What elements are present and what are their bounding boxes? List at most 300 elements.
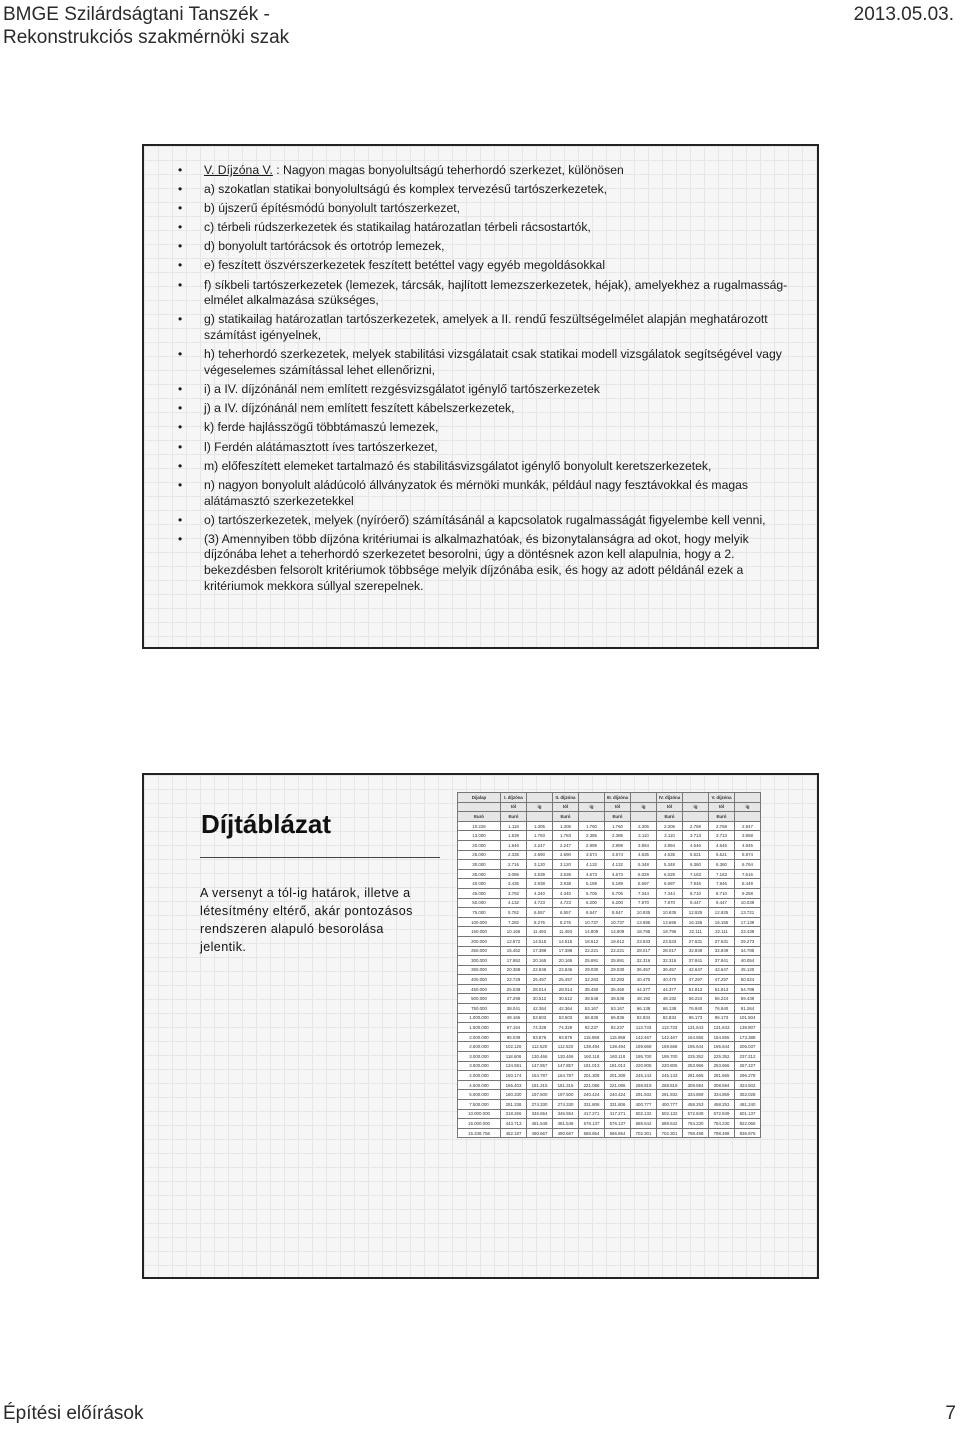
table-row — [458, 821, 761, 831]
table-cell: 130.466 — [527, 1052, 553, 1062]
table-cell: 572.849 — [709, 1109, 735, 1119]
table-cell: 75.000 — [458, 908, 501, 918]
table-row — [458, 908, 761, 918]
table-cell: 42.647 — [709, 965, 735, 975]
table-cell: 7.344 — [657, 888, 683, 898]
table-cell: 281.665 — [683, 1071, 709, 1081]
table-cell: 53.167 — [605, 1004, 631, 1014]
table-cell: 195.644 — [709, 1042, 735, 1052]
table-cell: 5.189 — [579, 879, 605, 889]
table-cell: 32.316 — [631, 956, 657, 966]
table-cell: 17.388 — [553, 946, 579, 956]
table-row — [458, 917, 761, 927]
table-cell: 2.306 — [657, 821, 683, 831]
table-cell: 4.673 — [579, 869, 605, 879]
table-cell: 22.221 — [605, 946, 631, 956]
table-cell: 48.192 — [631, 994, 657, 1004]
table-cell: 20.165 — [553, 956, 579, 966]
table-cell: Euró — [709, 812, 735, 822]
table-cell: 3.120 — [527, 860, 553, 870]
table-cell: 10.737 — [579, 917, 605, 927]
table-cell: 400.777 — [631, 1100, 657, 1110]
table-row — [458, 927, 761, 937]
table-cell: 181.013 — [605, 1061, 631, 1071]
table-cell: 53.503 — [527, 1013, 553, 1023]
table-cell: 5.189 — [605, 879, 631, 889]
table-cell: 47.297 — [709, 975, 735, 985]
table-cell: 147.857 — [527, 1061, 553, 1071]
table-cell — [579, 812, 605, 822]
table-cell: 131.643 — [683, 1023, 709, 1033]
table-cell: 324.502 — [735, 1080, 761, 1090]
table-cell: 3.792 — [501, 888, 527, 898]
table-cell: 28.017 — [657, 946, 683, 956]
footer-title: Építési előírások — [3, 1403, 144, 1424]
table-cell: 2.335 — [501, 850, 527, 860]
table-cell: 35.000 — [458, 869, 501, 879]
table-cell: 181.315 — [527, 1080, 553, 1090]
table-cell: 66.138 — [631, 1004, 657, 1014]
table-cell: 28.014 — [527, 984, 553, 994]
table-cell: 29.030 — [579, 965, 605, 975]
table-cell: 5.348 — [631, 860, 657, 870]
table-cell: 23.533 — [657, 936, 683, 946]
list-item: • j) a IV. díjzónánál nem említett feszített kábelszerkezetek, — [204, 401, 794, 417]
table-cell: 308.594 — [709, 1080, 735, 1090]
table-cell: 197.500 — [553, 1090, 579, 1100]
table-cell: 40.470 — [657, 975, 683, 985]
page-header — [0, 0, 960, 50]
table-cell: 48.166 — [501, 1013, 527, 1023]
table-cell: 25.457 — [527, 975, 553, 985]
table-cell: 308.594 — [683, 1080, 709, 1090]
table-cell: 3.713 — [683, 831, 709, 841]
table-cell — [683, 793, 709, 803]
table-cell: 502.132 — [631, 1109, 657, 1119]
table-cell: 689.642 — [657, 1119, 683, 1129]
table-cell: 10.166 — [501, 927, 527, 937]
table-cell: 164.555 — [683, 1032, 709, 1042]
table-cell: 458.253 — [709, 1100, 735, 1110]
table-cell: 2.247 — [553, 840, 579, 850]
table-cell: 6.029 — [631, 869, 657, 879]
table-cell: 37.841 — [709, 956, 735, 966]
table-cell: ig — [735, 802, 761, 812]
table-cell: 22.846 — [527, 965, 553, 975]
header-date: 2013.05.03. — [853, 4, 954, 25]
table-cell: 6.764 — [735, 860, 761, 870]
table-cell: 481.240 — [735, 1100, 761, 1110]
table-cell: 4.646 — [709, 840, 735, 850]
table-cell: 3.958 — [735, 831, 761, 841]
table-cell: 576.137 — [579, 1119, 605, 1129]
table-cell: 44.377 — [631, 984, 657, 994]
table-cell: 150.174 — [501, 1071, 527, 1081]
table-cell: 12.872 — [501, 936, 527, 946]
table-cell: 112.520 — [553, 1042, 579, 1052]
table-cell: 76.940 — [709, 1004, 735, 1014]
table-cell: 6.697 — [631, 879, 657, 889]
table-cell: 4.673 — [605, 869, 631, 879]
table-cell — [735, 812, 761, 822]
table-cell: 5.762 — [501, 908, 527, 918]
table-cell: 200.000 — [458, 936, 501, 946]
table-cell: tól — [657, 802, 683, 812]
table-cell: tól — [605, 802, 631, 812]
table-cell: 25.691 — [579, 956, 605, 966]
table-cell: 54.789 — [735, 984, 761, 994]
table-cell: 181.315 — [553, 1080, 579, 1090]
table-cell: 25.038 — [501, 984, 527, 994]
table-cell: 38.041 — [501, 1004, 527, 1014]
table-cell: 40.470 — [631, 975, 657, 985]
table-cell: 29.030 — [605, 965, 631, 975]
table-cell: ig — [579, 802, 605, 812]
list-item: • c) térbeli rúdszerkezetek és statikailag határozatlan térbeli rácsostartók, — [204, 220, 794, 236]
table-cell: 7.344 — [631, 888, 657, 898]
table-cell: 2.000.000 — [458, 1032, 501, 1042]
table-cell: 53.167 — [579, 1004, 605, 1014]
table-cell: 334.859 — [683, 1090, 709, 1100]
table-row — [458, 984, 761, 994]
table-cell: 7.970 — [657, 898, 683, 908]
table-cell: 2.690 — [527, 850, 553, 860]
table-row — [458, 1109, 761, 1119]
table-cell: 1.000.000 — [458, 1013, 501, 1023]
table-cell: 130.466 — [553, 1052, 579, 1062]
table-cell: 164.787 — [527, 1071, 553, 1081]
table-cell: 12.925 — [683, 908, 709, 918]
table-cell: 40.000 — [458, 879, 501, 889]
table-cell: 169.668 — [657, 1042, 683, 1052]
table-cell: 25.691 — [605, 956, 631, 966]
table-cell — [735, 793, 761, 803]
table-cell: 2.947 — [735, 821, 761, 831]
table-cell: 30.512 — [527, 994, 553, 1004]
table-cell: 101.504 — [735, 1013, 761, 1023]
slide-dijtablazat — [142, 773, 819, 1279]
table-cell: 481.549 — [527, 1119, 553, 1129]
table-cell: ig — [527, 802, 553, 812]
table-cell: 586.864 — [579, 1128, 605, 1138]
table-cell: 6.360 — [709, 860, 735, 870]
table-cell: 160.118 — [605, 1052, 631, 1062]
table-cell: V. díjzóna — [709, 793, 735, 803]
table-cell: 22.846 — [553, 965, 579, 975]
table-cell: 164.555 — [709, 1032, 735, 1042]
table-cell: 32.283 — [579, 975, 605, 985]
table-cell: 2.385 — [579, 831, 605, 841]
table-cell: 6.200 — [579, 898, 605, 908]
intro-text: : Nagyon magas bonyolultságú teherhordó szerkezet, különösen — [272, 163, 624, 177]
table-cell: 85.039 — [501, 1032, 527, 1042]
table-row — [458, 879, 761, 889]
table-cell: 7.292 — [501, 917, 527, 927]
table-cell: 5.705 — [579, 888, 605, 898]
table-cell: 53.503 — [553, 1013, 579, 1023]
table-cell: 220.805 — [631, 1061, 657, 1071]
table-cell: 4.132 — [605, 860, 631, 870]
table-cell: 318.266 — [501, 1109, 527, 1119]
table-cell: 237.212 — [735, 1052, 761, 1062]
table-cell — [458, 802, 501, 812]
table-cell: 7.616 — [735, 869, 761, 879]
table-cell: 45.000 — [458, 888, 501, 898]
table-cell: 4.000.000 — [458, 1071, 501, 1081]
table-cell: 165.403 — [501, 1080, 527, 1090]
table-cell: 93.876 — [553, 1032, 579, 1042]
table-cell: 47.297 — [683, 975, 709, 985]
table-cell: 3.086 — [501, 869, 527, 879]
table-cell: 23.533 — [631, 936, 657, 946]
table-cell — [631, 793, 657, 803]
table-cell: 14.809 — [579, 927, 605, 937]
table-cell: 2.716 — [501, 860, 527, 870]
table-cell: 10.000.000 — [458, 1109, 501, 1119]
dijzona-link[interactable]: V. Díjzóna V. — [204, 163, 273, 177]
table-row — [458, 869, 761, 879]
list-item: • n) nagyon bonyolult aládúcoló állványzatok és mérnöki munkák, például nagy fesztávokkal és magas alátámasztó szerkezetekkel — [204, 478, 794, 510]
table-cell: 30.512 — [553, 994, 579, 1004]
table-cell: 27.631 — [709, 936, 735, 946]
table-row — [458, 831, 761, 841]
table-cell: 6.557 — [553, 908, 579, 918]
list-item: • d) bonyolult tartórácsok és ortotróp lemezek, — [204, 239, 794, 255]
table-cell: 66.138 — [657, 1004, 683, 1014]
table-cell: 502.132 — [657, 1109, 683, 1119]
table-cell: 25.000 — [458, 850, 501, 860]
table-cell: 417.271 — [605, 1109, 631, 1119]
table-cell: 113.733 — [657, 1023, 683, 1033]
table-cell: 18.612 — [579, 936, 605, 946]
table-cell: 147.857 — [553, 1061, 579, 1071]
table-cell: 74.329 — [553, 1023, 579, 1033]
table-cell: 16.155 — [709, 917, 735, 927]
table-cell: 20.368 — [501, 965, 527, 975]
table-cell: 822.066 — [735, 1119, 761, 1129]
table-cell: 206.037 — [735, 1042, 761, 1052]
table-cell: 118.606 — [501, 1052, 527, 1062]
table-cell: 481.549 — [553, 1119, 579, 1129]
table-cell: 7.163 — [683, 869, 709, 879]
table-cell: 3.500.000 — [458, 1061, 501, 1071]
table-cell: tól — [709, 802, 735, 812]
slide-description: A versenyt a tól-ig határok, illetve a létesítmény eltérő, akár pontozásos rendszeren alapuló besorolása jelentik. — [200, 886, 413, 954]
table-cell: 4.132 — [579, 860, 605, 870]
table-cell: 3.713 — [709, 831, 735, 841]
table-cell: 8.710 — [683, 888, 709, 898]
table-cell: 17.139 — [735, 917, 761, 927]
table-cell: 201.308 — [579, 1071, 605, 1081]
table-cell: 6.200 — [605, 898, 631, 908]
slide-title: Díjtáblázat — [201, 809, 332, 839]
table-cell: 180.330 — [501, 1090, 527, 1100]
table-cell: 37.841 — [683, 956, 709, 966]
table-cell: 784.230 — [709, 1119, 735, 1129]
table-cell: Euró — [501, 812, 527, 822]
table-cell: 2.999 — [605, 840, 631, 850]
table-cell — [579, 793, 605, 803]
table-cell: IV. díjzóna — [657, 793, 683, 803]
table-cell: 586.864 — [605, 1128, 631, 1138]
table-cell: 443.713 — [501, 1119, 527, 1129]
header-title — [3, 3, 289, 49]
table-cell: 42.364 — [527, 1004, 553, 1014]
table-cell: 220.805 — [657, 1061, 683, 1071]
table-cell: 274.330 — [527, 1100, 553, 1110]
table-cell: 10.935 — [631, 908, 657, 918]
table-row — [458, 1052, 761, 1062]
table-cell: 500.000 — [458, 994, 501, 1004]
table-cell: 250.000 — [458, 946, 501, 956]
table-row — [458, 888, 761, 898]
table-cell: 35.450 — [605, 984, 631, 994]
table-cell: 5.705 — [605, 888, 631, 898]
table-cell: 27.298 — [501, 994, 527, 1004]
table-cell: 3.894 — [631, 840, 657, 850]
table-cell: 8.276 — [527, 917, 553, 927]
table-cell: 1.783 — [527, 831, 553, 841]
table-cell: 42.647 — [683, 965, 709, 975]
table-cell: 268.819 — [657, 1080, 683, 1090]
table-cell: 3.574 — [605, 850, 631, 860]
table-cell: 76.940 — [683, 1004, 709, 1014]
table-cell: 29.273 — [735, 936, 761, 946]
table-cell: 81.264 — [735, 1004, 761, 1014]
list-item: • m) előfeszített elemeket tartalmazó és stabilitásvizsgálatot igénylő bonyolult keretszerkezetek, — [204, 459, 794, 475]
table-cell: 8.449 — [735, 879, 761, 889]
table-cell: 346.554 — [553, 1109, 579, 1119]
table-cell: 3.000.000 — [458, 1052, 501, 1062]
table-cell: 7.500.000 — [458, 1100, 501, 1110]
table-cell: 16.155 — [683, 917, 709, 927]
table-cell: 1.760 — [579, 821, 605, 831]
table-cell: 8.547 — [579, 908, 605, 918]
table-cell: 3.539 — [553, 869, 579, 879]
list-item: • f) síkbeli tartószerkezetek (lemezek, tárcsák, hajlított lemezszerkezetek, héjak), amelyekhez a rugalmasság-elmélet alkalmazása szükséges, — [204, 278, 794, 310]
table-cell: 131.643 — [709, 1023, 735, 1033]
table-cell: 6.697 — [657, 879, 683, 889]
table-cell: 142.467 — [631, 1032, 657, 1042]
table-cell: 572.849 — [683, 1109, 709, 1119]
table-cell: 225.352 — [709, 1052, 735, 1062]
list-item: • i) a IV. díjzónánál nem említett rezgésvizsgálatot igénylő tartószerkezetek — [204, 382, 794, 398]
table-cell: 32.316 — [657, 956, 683, 966]
table-cell: 7.946 — [709, 879, 735, 889]
table-cell: 750.000 — [458, 1004, 501, 1014]
table-cell: 113.733 — [631, 1023, 657, 1033]
criteria-list — [204, 163, 794, 598]
table-cell: 56.224 — [709, 994, 735, 1004]
table-cell: 350.000 — [458, 965, 501, 975]
table-cell: 331.806 — [579, 1100, 605, 1110]
table-cell — [527, 793, 553, 803]
table-cell: 34.785 — [735, 946, 761, 956]
table-cell: 5.874 — [735, 850, 761, 860]
slide-dijzona-v — [142, 144, 819, 649]
table-cell: 3.110 — [657, 831, 683, 841]
table-cell: 11.493 — [553, 927, 579, 937]
table-cell: 1.760 — [605, 821, 631, 831]
table-cell: 92.237 — [579, 1023, 605, 1033]
table-row — [458, 840, 761, 850]
table-cell: 331.806 — [605, 1100, 631, 1110]
table-cell: 702.301 — [631, 1128, 657, 1138]
header-line-2: Rekonstrukciós szakmérnöki szak — [3, 27, 290, 48]
table-cell: 1.500.000 — [458, 1023, 501, 1033]
table-cell: 82.834 — [657, 1013, 683, 1023]
table-cell: 195.644 — [683, 1042, 709, 1052]
table-row — [458, 1013, 761, 1023]
table-cell: 28.014 — [553, 984, 579, 994]
list-item: • l) Ferdén alátámasztott íves tartószerkezet, — [204, 440, 794, 456]
table-cell: 38.548 — [579, 994, 605, 1004]
table-row — [458, 850, 761, 860]
table-cell: 66.836 — [605, 1013, 631, 1023]
table-cell: 490.667 — [527, 1128, 553, 1138]
table-cell: 142.467 — [657, 1032, 683, 1042]
table-cell: 197.500 — [527, 1090, 553, 1100]
table-cell: 8.547 — [605, 908, 631, 918]
table-cell: 2.690 — [553, 850, 579, 860]
table-header-row — [458, 793, 761, 803]
table-cell: 2.768 — [709, 821, 735, 831]
table-cell: 452.187 — [501, 1128, 527, 1138]
list-item: • k) ferde hajlásszögű többtámaszú lemezek, — [204, 420, 794, 436]
table-cell: 22.111 — [709, 927, 735, 937]
table-cell: 96.173 — [683, 1013, 709, 1023]
table-cell: 4.132 — [501, 898, 527, 908]
table-row — [458, 1128, 761, 1138]
table-cell: 5.000.000 — [458, 1090, 501, 1100]
table-cell: 23.439 — [735, 927, 761, 937]
table-cell: 1.305 — [553, 821, 579, 831]
table-cell: 225.352 — [683, 1052, 709, 1062]
table-cell: 36.457 — [657, 965, 683, 975]
table-cell: 267.227 — [735, 1061, 761, 1071]
table-cell: 17.388 — [527, 946, 553, 956]
table-cell: tól — [553, 802, 579, 812]
table-cell: 169.668 — [631, 1042, 657, 1052]
table-cell: ig — [631, 802, 657, 812]
table-row — [458, 1100, 761, 1110]
table-cell: 36.457 — [631, 965, 657, 975]
list-item: • e) feszített öszvérszerkezetek feszített betéttel vagy egyéb megoldásokkal — [204, 258, 794, 274]
table-cell: 51.813 — [683, 984, 709, 994]
table-cell: 1.946 — [501, 840, 527, 850]
table-cell: Euró — [657, 812, 683, 822]
table-cell: 221.086 — [579, 1080, 605, 1090]
table-cell: Euró — [605, 812, 631, 822]
table-cell: 4.340 — [527, 888, 553, 898]
table-cell: 4.723 — [527, 898, 553, 908]
table-cell: 138.807 — [735, 1023, 761, 1033]
table-row — [458, 965, 761, 975]
table-cell: ig — [683, 802, 709, 812]
table-cell: 2.306 — [631, 821, 657, 831]
table-cell: II. díjzóna — [553, 793, 579, 803]
table-cell: 93.876 — [527, 1032, 553, 1042]
table-cell: 10.737 — [605, 917, 631, 927]
table-cell: 74.329 — [527, 1023, 553, 1033]
table-cell: 1.783 — [553, 831, 579, 841]
table-cell: 1.539 — [501, 831, 527, 841]
table-cell: 138.494 — [579, 1042, 605, 1052]
table-header-row — [458, 802, 761, 812]
table-row — [458, 1042, 761, 1052]
table-cell: 300.000 — [458, 956, 501, 966]
table-cell: 798.498 — [683, 1128, 709, 1138]
